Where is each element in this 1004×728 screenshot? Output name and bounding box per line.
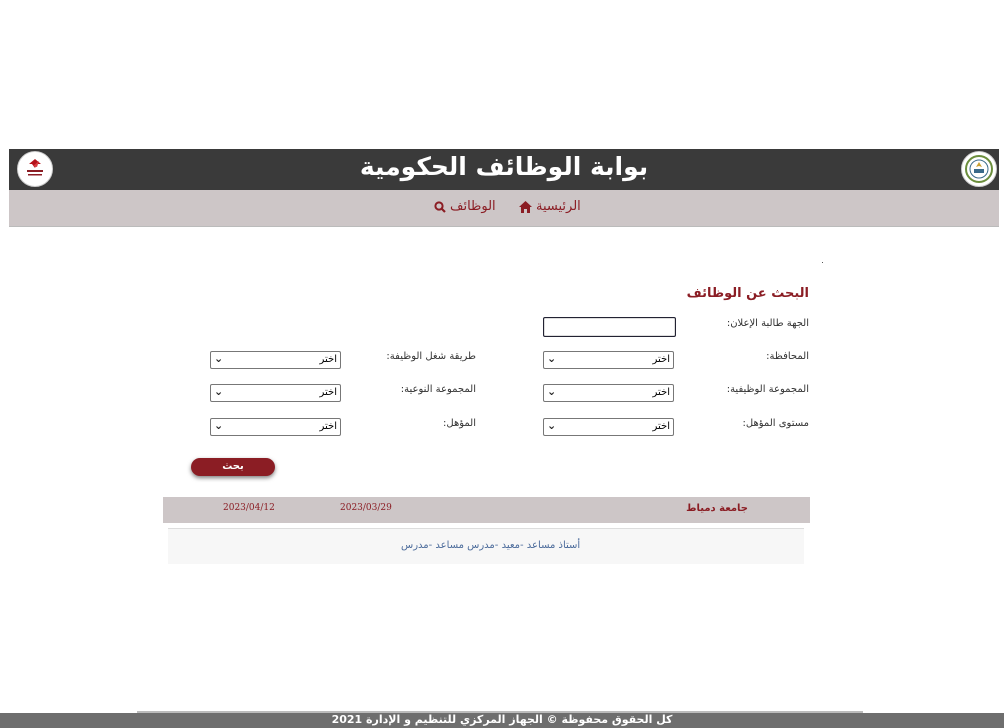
governorate-value: اختر (652, 354, 670, 365)
qualification-level-label: مستوى المؤهل: (742, 418, 809, 429)
nav-home-label: الرئيسية (536, 199, 581, 214)
result-end-date: 2023/04/12 (223, 503, 275, 513)
result-jobs-row[interactable] (168, 528, 804, 564)
caoa-emblem-logo-icon[interactable] (961, 151, 997, 187)
result-organization[interactable]: جامعة دمياط (686, 503, 748, 514)
nav-jobs-label: الوظائف (450, 199, 496, 214)
chevron-down-icon: ⌄ (547, 385, 557, 398)
job-group-value: اختر (652, 387, 670, 398)
advertiser-input[interactable] (543, 317, 676, 337)
governorate-select[interactable] (543, 351, 674, 369)
result-start-date: 2023/03/29 (340, 503, 392, 513)
chevron-down-icon: ⌄ (547, 419, 557, 432)
qualification-select[interactable] (210, 418, 341, 436)
result-header-row[interactable] (163, 497, 810, 523)
main-navbar (9, 190, 999, 227)
stray-dot (822, 262, 823, 263)
qualitative-group-value: اختر (319, 387, 337, 398)
qualitative-group-select[interactable] (210, 384, 341, 402)
nav-jobs[interactable] (434, 199, 496, 214)
qualification-label: المؤهل: (443, 418, 476, 429)
footer-copyright: كل الحقوق محفوظة © الجهاز المركزي للتنظيم و الإدارة 2021 (0, 713, 1004, 728)
advertiser-label: الجهة طالبة الإعلان: (726, 318, 809, 329)
search-button[interactable]: بحث (191, 458, 275, 476)
job-group-select[interactable] (543, 384, 674, 402)
search-section-title: البحث عن الوظائف (686, 286, 809, 301)
governorate-label: المحافظة: (766, 351, 809, 362)
work-method-label: طريقة شغل الوظيفة: (386, 351, 476, 362)
result-jobs-list[interactable]: أستاذ مساعد -معيد -مدرس مساعد -مدرس (401, 540, 581, 551)
page-title: بوابة الوظائف الحكومية (359, 152, 649, 181)
work-method-select[interactable] (210, 351, 341, 369)
qualification-value: اختر (319, 421, 337, 432)
work-method-value: اختر (319, 354, 337, 365)
qualitative-group-label: المجموعة النوعية: (400, 384, 476, 395)
chevron-down-icon: ⌄ (214, 419, 224, 432)
chevron-down-icon: ⌄ (214, 385, 224, 398)
nav-home[interactable] (519, 199, 581, 214)
home-icon (519, 201, 532, 213)
qualification-level-value: اختر (652, 421, 670, 432)
chevron-down-icon: ⌄ (214, 352, 224, 365)
search-icon (434, 201, 446, 213)
chevron-down-icon: ⌄ (547, 352, 557, 365)
site-header (9, 149, 999, 190)
qualification-level-select[interactable] (543, 418, 674, 436)
job-group-label: المجموعة الوظيفية: (726, 384, 809, 395)
